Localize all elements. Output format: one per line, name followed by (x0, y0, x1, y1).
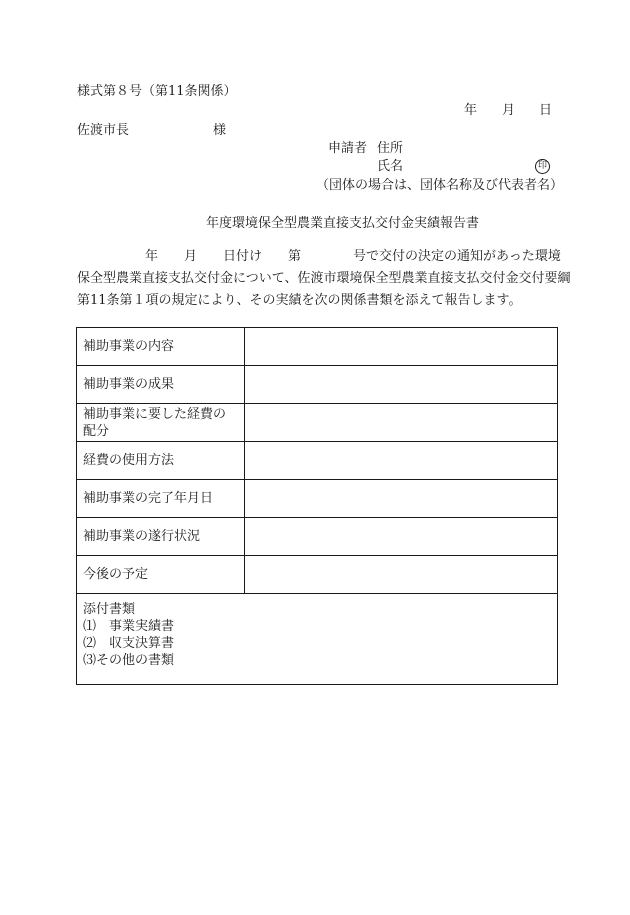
date-day-label: 日 (539, 103, 553, 118)
form-number: 様式第８号（第11条関係） (77, 84, 237, 99)
attachments-heading: 添付書類 (83, 602, 136, 617)
row-label: 補助事業の内容 (77, 328, 245, 366)
date-month-label: 月 (502, 103, 516, 118)
applicant-name-label: 氏名 (377, 159, 404, 174)
attachments-cell (77, 594, 558, 685)
table-row (77, 366, 558, 404)
applicant-group-note: （団体の場合は、団体名称及び代表者名） (316, 178, 564, 193)
applicant-label: 申請者 (328, 141, 368, 156)
table-row (77, 518, 558, 556)
row-value[interactable] (245, 518, 558, 556)
attachments-row (77, 594, 558, 685)
table-row (77, 442, 558, 480)
row-value[interactable] (245, 404, 558, 442)
row-label: 補助事業の成果 (77, 366, 245, 404)
row-value[interactable] (245, 328, 558, 366)
table-row (77, 480, 558, 518)
document-title: 年度環境保全型農業直接支払交付金実績報告書 (206, 216, 480, 231)
attachment-item: ⑵ 収支決算書 (83, 636, 175, 651)
row-label: 補助事業の遂行状況 (77, 518, 245, 556)
table-row (77, 328, 558, 366)
report-table (76, 327, 558, 685)
row-label: 補助事業に要した経費の配分 (77, 404, 245, 442)
body-line-3: 第11条第１項の規定により、その実績を次の関係書類を添えて報告します。 (77, 293, 522, 308)
row-label: 補助事業の完了年月日 (77, 480, 245, 518)
table-row (77, 404, 558, 442)
date-year-label: 年 (464, 103, 478, 118)
addressee-honorific: 様 (213, 123, 227, 138)
attachment-item: ⑶その他の書類 (83, 653, 175, 668)
applicant-address-label: 住所 (377, 141, 404, 156)
row-value[interactable] (245, 366, 558, 404)
seal-mark: 印 (535, 159, 550, 174)
row-value[interactable] (245, 556, 558, 594)
row-value[interactable] (245, 442, 558, 480)
attachment-item: ⑴ 事業実績書 (83, 619, 175, 634)
body-line-2: 保全型農業直接支払交付金について、佐渡市環境保全型農業直接支払交付金交付要綱 (77, 271, 571, 286)
table-row (77, 556, 558, 594)
row-label: 今後の予定 (77, 556, 245, 594)
addressee-name: 佐渡市長 (77, 123, 130, 138)
row-value[interactable] (245, 480, 558, 518)
body-line-1: 年 月 日付け 第 号で交付の決定の通知があった環境 (145, 249, 561, 264)
row-label: 経費の使用方法 (77, 442, 245, 480)
